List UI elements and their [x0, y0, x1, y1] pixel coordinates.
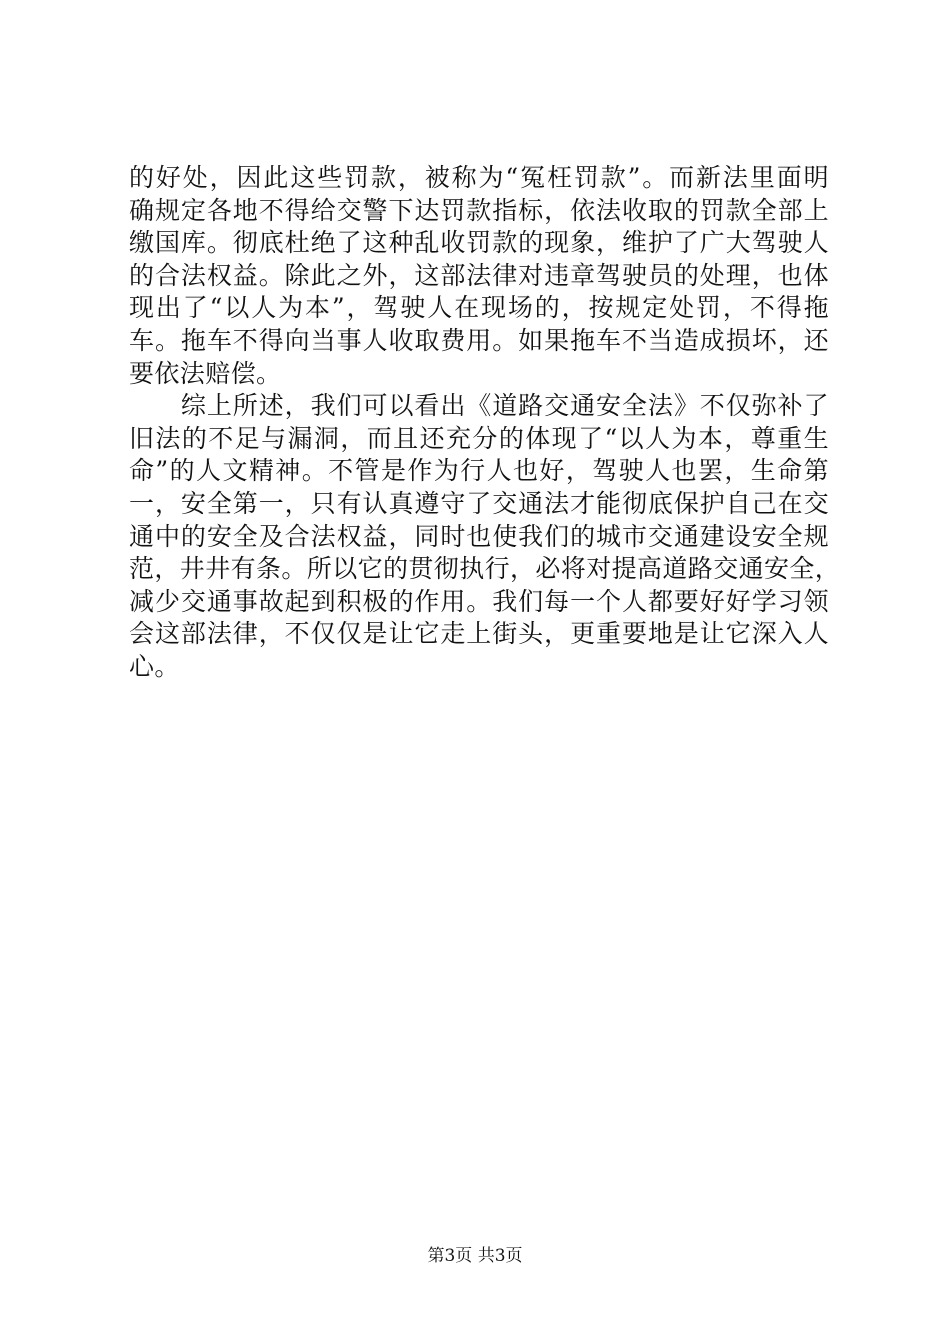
text-line: 确规定各地不得给交警下达罚款指标，依法收取的罚款全部上 — [129, 195, 829, 225]
text-line: 旧法的不足与漏洞，而且还充分的体现了“以人为本，尊重生 — [129, 423, 829, 453]
text-line: 缴国库。彻底杜绝了这种乱收罚款的现象，维护了广大驾驶人 — [129, 228, 829, 258]
text-line: 的合法权益。除此之外，这部法律对违章驾驶员的处理，也体 — [129, 260, 829, 290]
text-line: 的好处，因此这些罚款，被称为“冤枉罚款”。而新法里面明 — [129, 163, 829, 192]
text-line: 现出了“以人为本”，驾驶人在现场的，按规定处罚，不得拖 — [129, 293, 829, 323]
text-line: 范，井井有条。所以它的贯彻执行，必将对提高道路交通安全， — [129, 554, 841, 584]
text-line: 会这部法律，不仅仅是让它走上街头，更重要地是让它深入人 — [129, 619, 829, 649]
body-text — [129, 162, 841, 684]
text-line: 一，安全第一，只有认真遵守了交通法才能彻底保护自己在交 — [129, 488, 829, 518]
paragraph-1 — [129, 162, 829, 390]
text-line: 通中的安全及合法权益，同时也使我们的城市交通建设安全规 — [129, 521, 829, 551]
text-line: 综上所述，我们可以看出《道路交通安全法》不仅弥补了 — [129, 391, 829, 421]
text-line: 车。拖车不得向当事人收取费用。如果拖车不当造成损坏，还 — [129, 325, 829, 355]
paragraph-2 — [129, 390, 841, 683]
text-line: 减少交通事故起到积极的作用。我们每一个人都要好好学习领 — [129, 586, 829, 616]
text-line: 心。 — [129, 651, 180, 681]
page-number-footer: 第3页 共3页 — [427, 1246, 523, 1266]
text-line: 要依法赔偿。 — [129, 358, 282, 388]
text-line: 命”的人文精神。不管是作为行人也好，驾驶人也罢，生命第 — [129, 456, 829, 486]
